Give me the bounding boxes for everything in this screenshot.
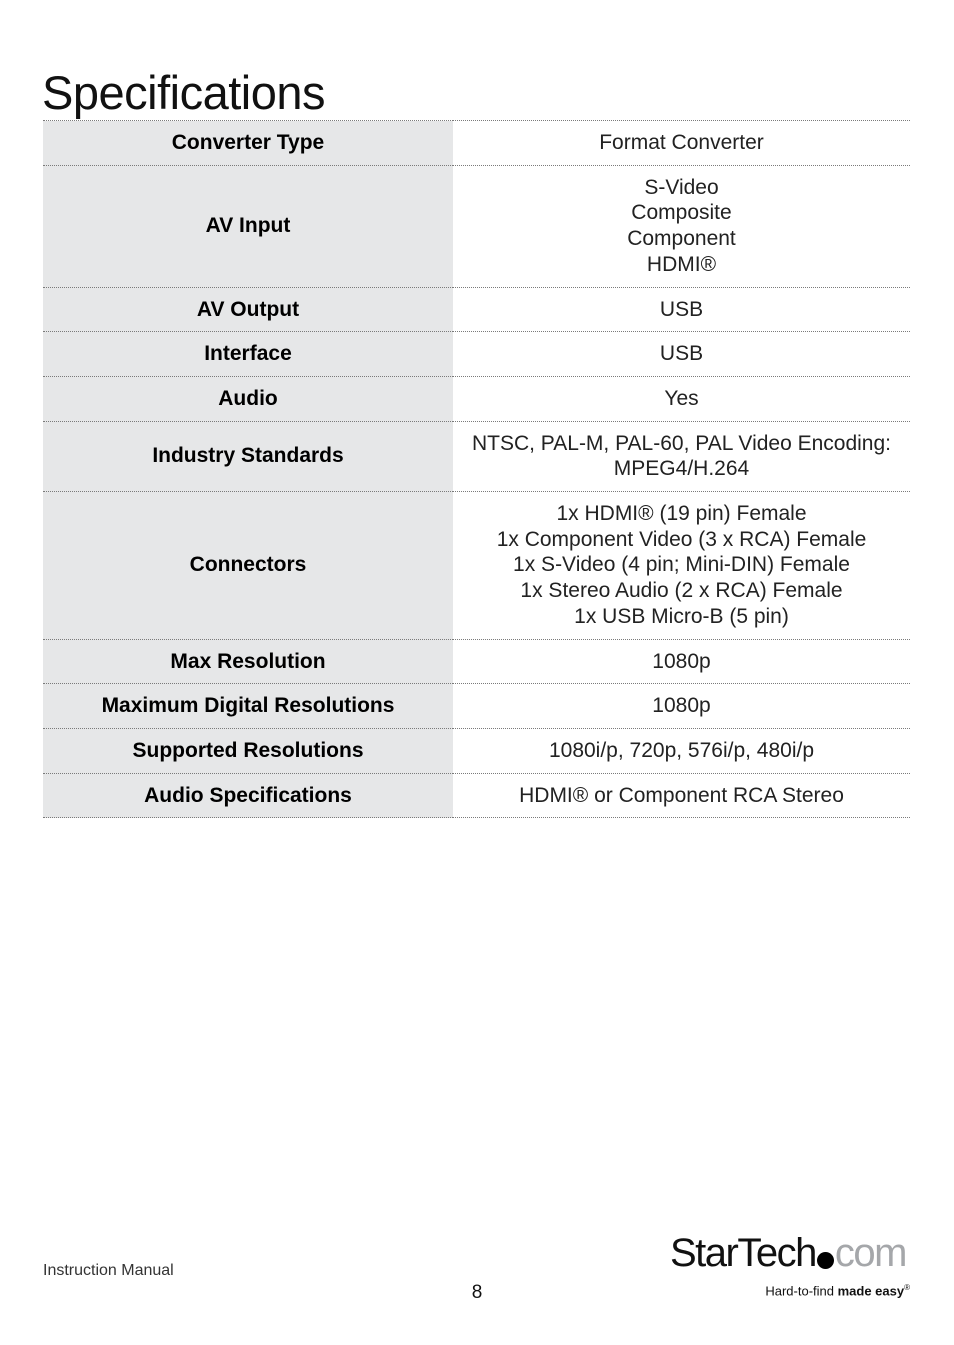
spec-row [43,121,910,166]
logo-tagline-mark: ® [904,1283,910,1292]
footer-document-label: Instruction Manual [43,1262,174,1279]
spec-row [43,332,910,377]
spec-value-line: 1x Component Video (3 x RCA) Female [496,527,867,551]
spec-value [453,332,910,377]
spec-value [453,421,910,491]
spec-key: Connectors [43,492,453,640]
spec-value [453,287,910,332]
spec-value [453,684,910,729]
spec-key: Max Resolution [43,639,453,684]
spec-value-line: 1x USB Micro-B (5 pin) [574,604,789,628]
spec-value-line: HDMI® or Component RCA Stereo [519,783,844,807]
spec-value-line: 1x Stereo Audio (2 x RCA) Female [520,579,843,603]
logo-brand: StarTech [670,1231,816,1275]
spec-key: Audio [43,376,453,421]
page-number: 8 [471,1282,483,1303]
startech-logo [670,1230,910,1305]
logo-dot-icon [817,1252,834,1269]
spec-value-line: MPEG4/H.264 [613,457,750,481]
spec-key: Supported Resolutions [43,728,453,773]
spec-row [43,639,910,684]
spec-key: Industry Standards [43,421,453,491]
spec-value [453,165,910,287]
spec-value-line: 1080p [652,694,711,718]
spec-row [43,728,910,773]
spec-value [453,376,910,421]
spec-row [43,287,910,332]
spec-value [453,728,910,773]
spec-row [43,421,910,491]
spec-value-line: Yes [664,386,699,410]
spec-row [43,376,910,421]
spec-value-line: Composite [631,201,732,225]
spec-value-line: S-Video [644,175,719,199]
logo-tagline-regular: Hard-to-find [765,1283,838,1299]
spec-value-line: 1x S-Video (4 pin; Mini-DIN) Female [513,553,850,577]
logo-tagline-bold: made easy [837,1283,905,1299]
spec-value [453,121,910,166]
spec-row [43,773,910,818]
spec-value-line: HDMI® [646,252,717,276]
spec-value-line: Format Converter [599,131,764,154]
spec-row [43,492,910,640]
spec-value [453,639,910,684]
spec-value-line: 1x HDMI® (19 pin) Female [556,502,807,526]
logo-tagline [765,1283,910,1298]
spec-key: Audio Specifications [43,773,453,818]
spec-value [453,773,910,818]
spec-key: Interface [43,332,453,377]
specifications-table-body [43,121,910,818]
spec-value-line: USB [659,342,704,366]
spec-value [453,492,910,640]
spec-value-line: USB [659,297,704,321]
page-title: Specifications [42,66,325,120]
spec-value-line: 1080i/p, 720p, 576i/p, 480i/p [548,738,815,762]
logo-wordmark [670,1230,906,1276]
spec-value-line: 1080p [652,649,711,673]
spec-key: Maximum Digital Resolutions [43,684,453,729]
spec-value-line: Component [627,227,736,251]
spec-value-line: NTSC, PAL-M, PAL-60, PAL Video Encoding: [471,431,892,455]
spec-row [43,165,910,287]
specifications-table [43,120,910,818]
spec-key: AV Output [43,287,453,332]
logo-domain: com [834,1231,906,1275]
spec-row [43,684,910,729]
spec-key: Converter Type [43,121,453,166]
spec-key: AV Input [43,165,453,287]
